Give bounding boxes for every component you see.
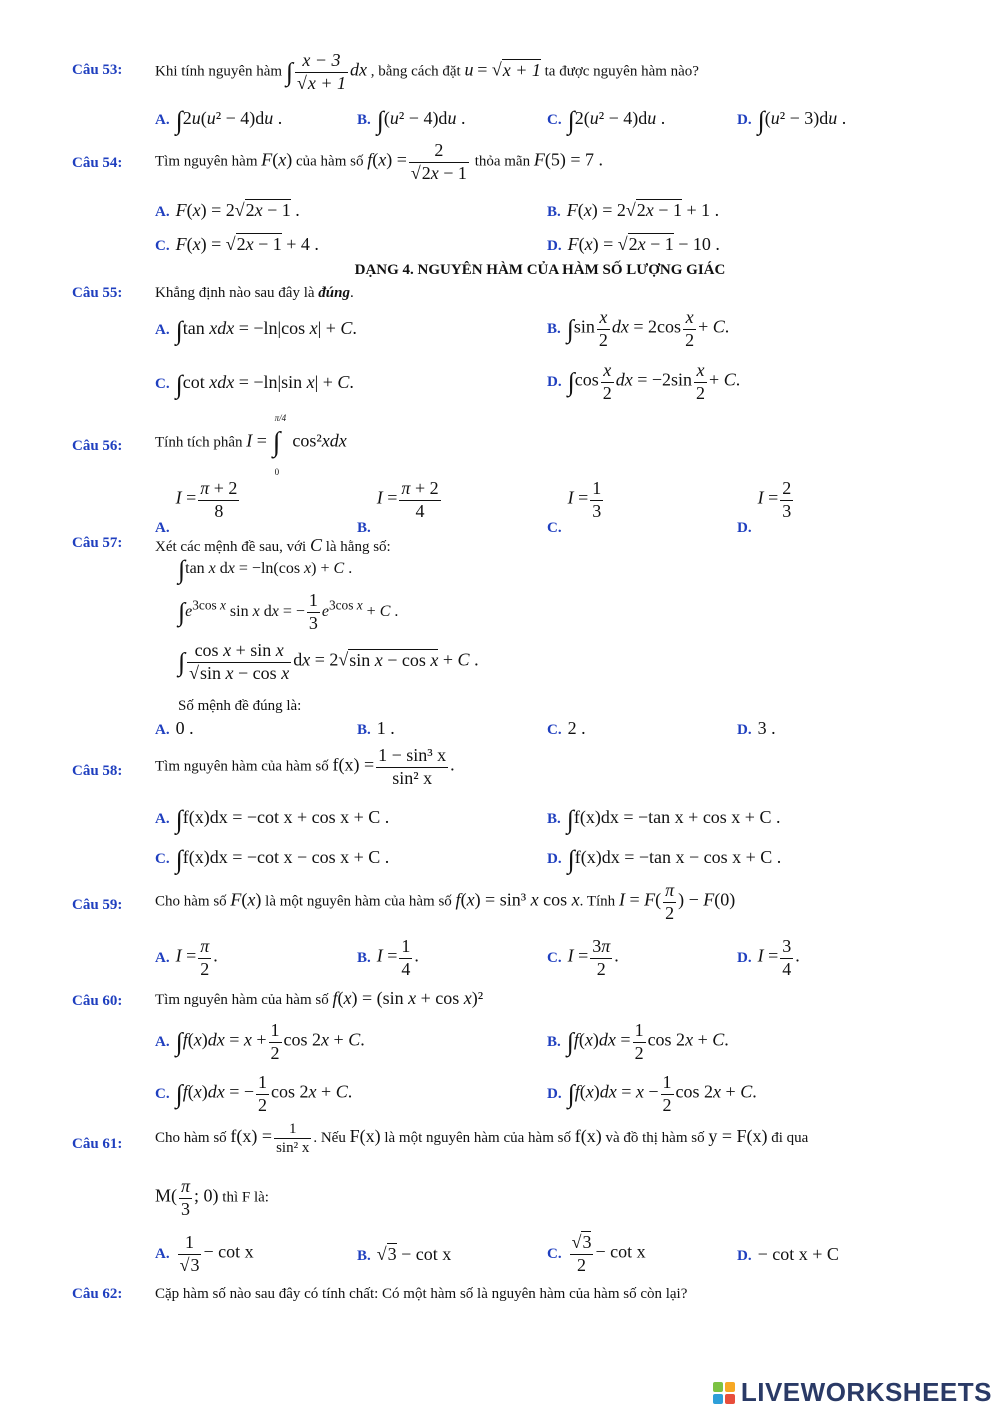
- q58-option-c[interactable]: C. ∫f(x)dx = −cot x − cos x + C .: [155, 845, 390, 874]
- question-61-label: Câu 61:: [72, 1136, 123, 1152]
- q54-option-c[interactable]: C. F(x) = √2x − 1 + 4 .: [155, 234, 319, 254]
- q53-option-c[interactable]: C. ∫2(u² − 4)du .: [547, 106, 666, 135]
- q59-option-a[interactable]: A. I = $\frac{\pi}{2}$ .: [155, 936, 218, 979]
- q59-option-c[interactable]: C. I = $\frac{3\pi}{2}$ .: [547, 936, 619, 979]
- question-56-label: Câu 56:: [72, 438, 123, 454]
- question-60-label: Câu 60:: [72, 993, 123, 1009]
- q53-option-d[interactable]: D. ∫(u² − 3)du .: [737, 106, 847, 135]
- q57-prompt: Số mệnh đề đúng là:: [178, 698, 302, 714]
- q61-option-c[interactable]: C. $\frac{√3}{2}$ − cot x: [547, 1232, 646, 1275]
- q56-option-a[interactable]: A.I = $\frac{\pi + 2}{8}$: [155, 478, 238, 536]
- q55-option-c[interactable]: C. ∫cot xdx = −ln|sin x| + C.: [155, 370, 354, 399]
- q53-option-b[interactable]: B. ∫(u² − 4)du .: [357, 106, 466, 135]
- question-53-label: Câu 53:: [72, 62, 123, 78]
- question-55-text: Khẳng định nào sau đây là đúng.: [155, 285, 354, 301]
- question-54-label: Câu 54:: [72, 155, 123, 171]
- question-54-text: Tìm nguyên hàm F(x) của hàm số f(x) = $\frac{2}{√2x - 1}$ thỏa mãn F(5) = 7 .: [155, 140, 603, 183]
- q60-option-d[interactable]: D. ∫f(x)dx = x − $\frac{1}{2}$ cos 2x + C.: [547, 1072, 757, 1115]
- q54-option-a[interactable]: A. F(x) = 2√2x − 1 .: [155, 200, 300, 220]
- question-59-label: Câu 59:: [72, 897, 123, 913]
- question-56-text: Tính tích phân I = π/4 ∫ 0 cos²xdx: [155, 413, 347, 477]
- question-62-label: Câu 62:: [72, 1286, 123, 1302]
- question-60-text: Tìm nguyên hàm của hàm số f(x) = (sin x + cos x)²: [155, 988, 484, 1008]
- q54-option-d[interactable]: D. F(x) = √2x − 1 − 10 .: [547, 234, 720, 254]
- q57-statement-1: ∫tan x dx = −ln(cos x) + C .: [178, 555, 353, 584]
- liveworksheets-logo-icon: [713, 1382, 735, 1404]
- q53-option-a[interactable]: A. ∫2u(u² − 4)du .: [155, 106, 283, 135]
- q60-option-b[interactable]: B. ∫f(x)dx = $\frac{1}{2}$ cos 2x + C.: [547, 1020, 729, 1063]
- q57-statement-3: ∫ $\frac{\text{cos x + sin x}}{\text{√sin x − cos x}}$ dx = 2√sin x − cos x + C .: [178, 640, 479, 683]
- q58-option-b[interactable]: B. ∫f(x)dx = −tan x + cos x + C .: [547, 805, 781, 834]
- q57-statement-2: $\int e^{3cos x}$ sin x dx = − $\frac{1}{3}$ $e^{3cos x} + C$ .: [178, 590, 399, 633]
- question-58-text: Tìm nguyên hàm của hàm số f(x) = $\frac{\text{1 − sin³ x}}{\text{sin² x}}$ .: [155, 745, 455, 788]
- q55-option-d[interactable]: D. ∫cos $\frac{x}{2}$ dx = −2sin $\frac{x}{2}$ + C.: [547, 360, 741, 403]
- question-53-text: Khi tính nguyên hàm ∫ $\frac{x - 3}{√x + 1}$ dx , bằng cách đặt u = √x + 1 ta được nguyên hàm nào?: [155, 50, 699, 93]
- q57-option-b[interactable]: B. 1 .: [357, 718, 395, 738]
- q59-option-b[interactable]: B. I = $\frac{1}{4}$ .: [357, 936, 419, 979]
- question-55-label: Câu 55:: [72, 285, 123, 301]
- q58-option-d[interactable]: D. ∫f(x)dx = −tan x − cos x + C .: [547, 845, 782, 874]
- q54-option-b[interactable]: B. F(x) = 2√2x − 1 + 1 .: [547, 200, 720, 220]
- q57-option-a[interactable]: A. 0 .: [155, 718, 194, 738]
- section-heading: DẠNG 4. NGUYÊN HÀM CỦA HÀM SỐ LƯỢNG GIÁC: [354, 262, 726, 278]
- q60-option-c[interactable]: C. ∫f(x)dx = − $\frac{1}{2}$ cos 2x + C.: [155, 1072, 353, 1115]
- question-57-label: Câu 57:: [72, 535, 123, 551]
- q61-option-d[interactable]: D. − cot x + C: [737, 1244, 839, 1264]
- q55-option-b[interactable]: B. ∫sin $\frac{x}{2}$ dx = 2cos $\frac{x}{2}$ + C.: [547, 307, 730, 350]
- q58-option-a[interactable]: A. ∫f(x)dx = −cot x + cos x + C .: [155, 805, 390, 834]
- q56-option-b[interactable]: B.I = $\frac{\pi + 2}{4}$: [357, 478, 439, 536]
- question-61-point: M( $\frac{\pi}{3}$ ; 0) thì F là:: [155, 1176, 269, 1219]
- question-62-text: Cặp hàm số nào sau đây có tính chất: Có một hàm số là nguyên hàm của hàm số còn lại?: [155, 1286, 688, 1302]
- q61-option-a[interactable]: A. $\frac{1}{√3}$ − cot x: [155, 1232, 254, 1275]
- question-58-label: Câu 58:: [72, 763, 123, 779]
- q56-option-d[interactable]: D.I = $\frac{2}{3}$: [737, 478, 792, 536]
- question-59-text: Cho hàm số F(x) là một nguyên hàm của hàm số f(x) = sin³ x cos x. Tính I = F( $\frac{\pi}{2}$ ) − F(0): [155, 880, 736, 923]
- question-61-text: Cho hàm số f(x) = $\frac{1}{\text{sin² x}}$ . Nếu F(x) là một nguyên hàm của hàm số f(x) và đồ thị hàm số y = F(x) đi qua: [155, 1121, 809, 1156]
- brand-name: LIVEWORKSHEETS: [740, 1377, 992, 1407]
- q56-option-c[interactable]: C.I = $\frac{1}{3}$: [547, 478, 602, 536]
- q60-option-a[interactable]: A. ∫f(x)dx = x + $\frac{1}{2}$ cos 2x + C.: [155, 1020, 365, 1063]
- q55-option-a[interactable]: A. ∫tan xdx = −ln|cos x| + C.: [155, 316, 357, 345]
- q61-option-b[interactable]: B. √3 − cot x: [357, 1244, 452, 1264]
- q57-option-d[interactable]: D. 3 .: [737, 718, 776, 738]
- q57-option-c[interactable]: C. 2 .: [547, 718, 586, 738]
- q59-option-d[interactable]: D. I = $\frac{3}{4}$ .: [737, 936, 800, 979]
- question-57-text: Xét các mệnh đề sau, với C là hằng số:: [155, 535, 391, 555]
- liveworksheets-brand[interactable]: [713, 1377, 992, 1408]
